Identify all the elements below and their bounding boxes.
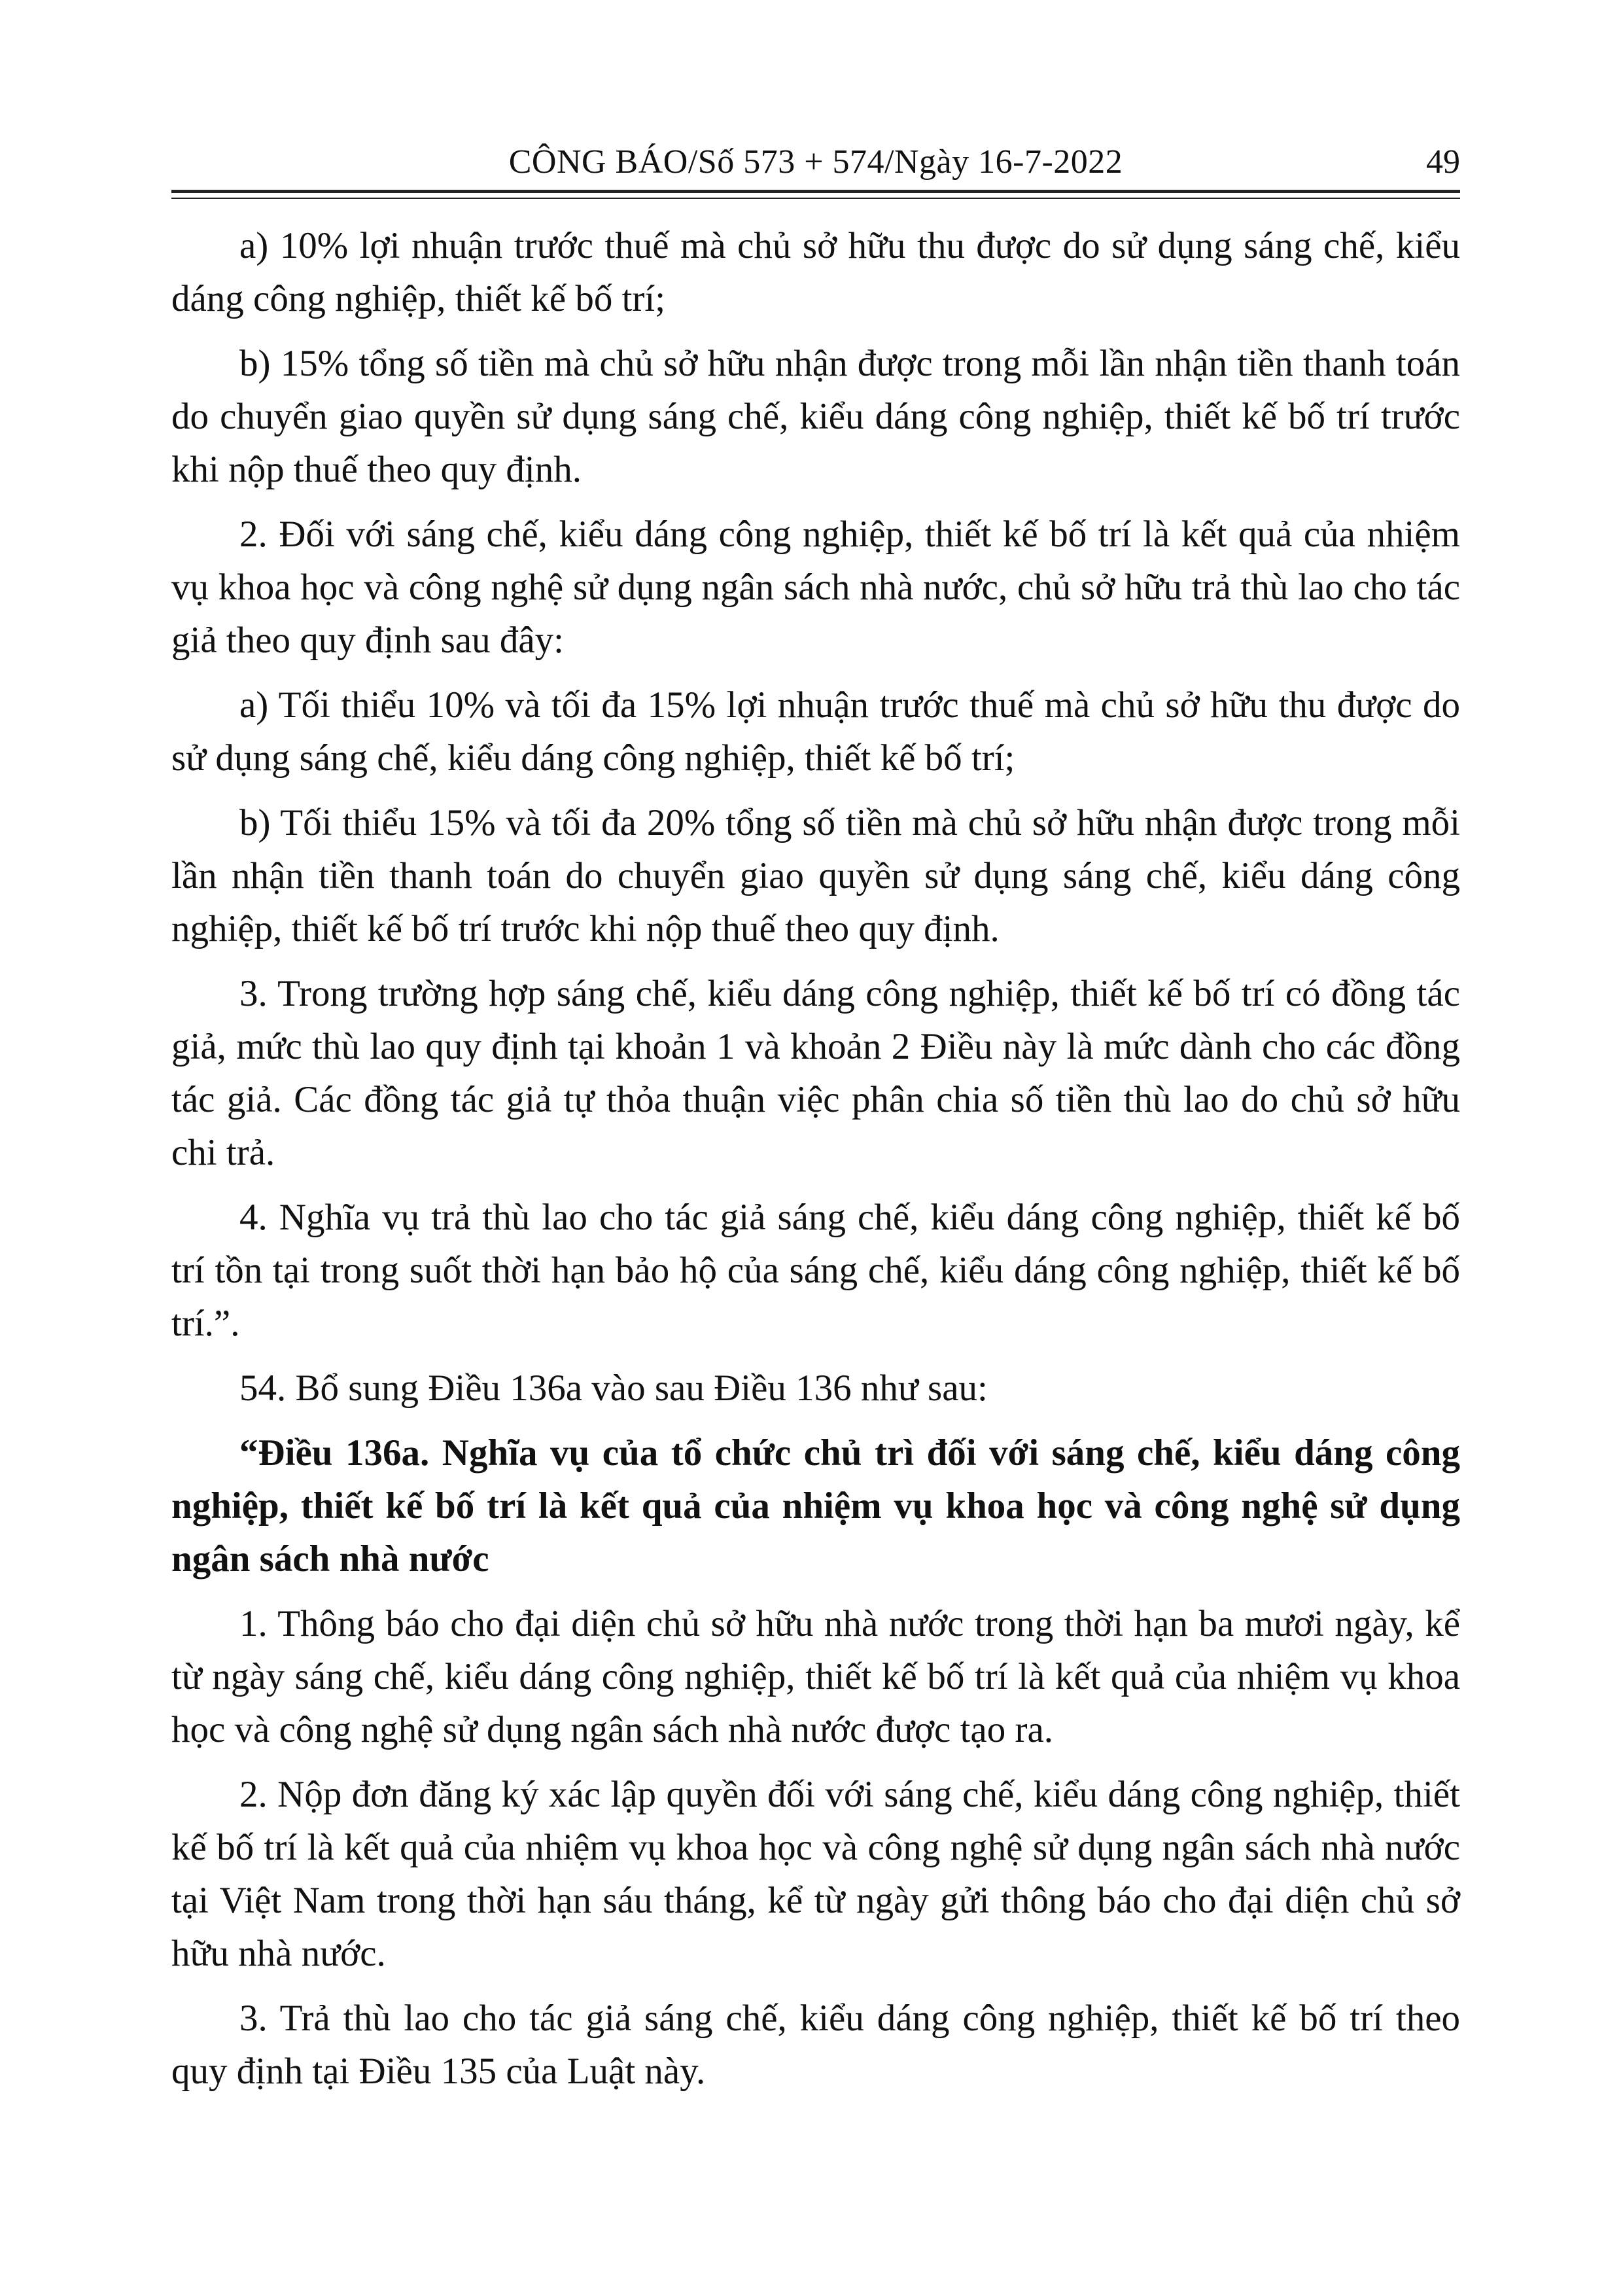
amendment-54-paragraph: 54. Bổ sung Điều 136a vào sau Điều 136 như sau: [239, 1368, 988, 1409]
clause-2a-paragraph: a) Tối thiểu 10% và tối đa 15% lợi nhuận trước thuế mà chủ sở hữu thu được do sử dụng sáng chế, kiểu dáng công nghiệp, thiết kế bố trí; [171, 684, 1460, 779]
header-rule-thin [171, 198, 1460, 199]
clause-2-paragraph: 2. Đối với sáng chế, kiểu dáng công nghiệp, thiết kế bố trí là kết quả của nhiệm vụ khoa học và công nghệ sử dụng ngân sách nhà nước, chủ sở hữu trả thù lao cho tác giả theo quy định sau đây: [171, 514, 1460, 661]
clause-2b-paragraph: b) Tối thiểu 15% và tối đa 20% tổng số tiền mà chủ sở hữu nhận được trong mỗi lần nhận tiền thanh toán do chuyển giao quyền sử dụng sáng chế, kiểu dáng công nghiệp, thiết kế bố trí trước khi nộp thuế theo quy định. [171, 802, 1460, 949]
document-body [171, 219, 1460, 2110]
gazette-header-title: CÔNG BÁO/Số 573 + 574/Ngày 16-7-2022 [508, 143, 1123, 181]
clause-1b-paragraph: b) 15% tổng số tiền mà chủ sở hữu nhận được trong mỗi lần nhận tiền thanh toán do chuyển giao quyền sử dụng sáng chế, kiểu dáng công nghiệp, thiết kế bố trí trước khi nộp thuế theo quy định. [171, 343, 1460, 490]
clause-1a-paragraph: a) 10% lợi nhuận trước thuế mà chủ sở hữu thu được do sử dụng sáng chế, kiểu dáng công nghiệp, thiết kế bố trí; [171, 225, 1460, 319]
article-136a-heading: “Điều 136a. Nghĩa vụ của tổ chức chủ trì đối với sáng chế, kiểu dáng công nghiệp, thiết kế bố trí là kết quả của nhiệm vụ khoa học và công nghệ sử dụng ngân sách nhà nước [171, 1432, 1460, 1580]
clause-4-paragraph: 4. Nghĩa vụ trả thù lao cho tác giả sáng chế, kiểu dáng công nghiệp, thiết kế bố trí tồn tại trong suốt thời hạn bảo hộ của sáng chế, kiểu dáng công nghiệp, thiết kế bố trí.”. [171, 1197, 1460, 1344]
page-header [171, 136, 1460, 188]
header-rule-thick [171, 190, 1460, 193]
page-number: 49 [1426, 143, 1460, 181]
article-136a-clause-1: 1. Thông báo cho đại diện chủ sở hữu nhà nước trong thời hạn ba mươi ngày, kể từ ngày sáng chế, kiểu dáng công nghiệp, thiết kế bố trí là kết quả của nhiệm vụ khoa học và công nghệ sử dụng ngân sách nhà nước được tạo ra. [171, 1603, 1460, 1750]
article-136a-clause-2: 2. Nộp đơn đăng ký xác lập quyền đối với sáng chế, kiểu dáng công nghiệp, thiết kế bố trí là kết quả của nhiệm vụ khoa học và công nghệ sử dụng ngân sách nhà nước tại Việt Nam trong thời hạn sáu tháng, kể từ ngày gửi thông báo cho đại diện chủ sở hữu nhà nước. [171, 1774, 1460, 1974]
article-136a-clause-3: 3. Trả thù lao cho tác giả sáng chế, kiểu dáng công nghiệp, thiết kế bố trí theo quy định tại Điều 135 của Luật này. [171, 1998, 1460, 2092]
clause-3-paragraph: 3. Trong trường hợp sáng chế, kiểu dáng công nghiệp, thiết kế bố trí có đồng tác giả, mức thù lao quy định tại khoản 1 và khoản 2 Điều này là mức dành cho các đồng tác giả. Các đồng tác giả tự thỏa thuận việc phân chia số tiền thù lao do chủ sở hữu chi trả. [171, 973, 1460, 1173]
